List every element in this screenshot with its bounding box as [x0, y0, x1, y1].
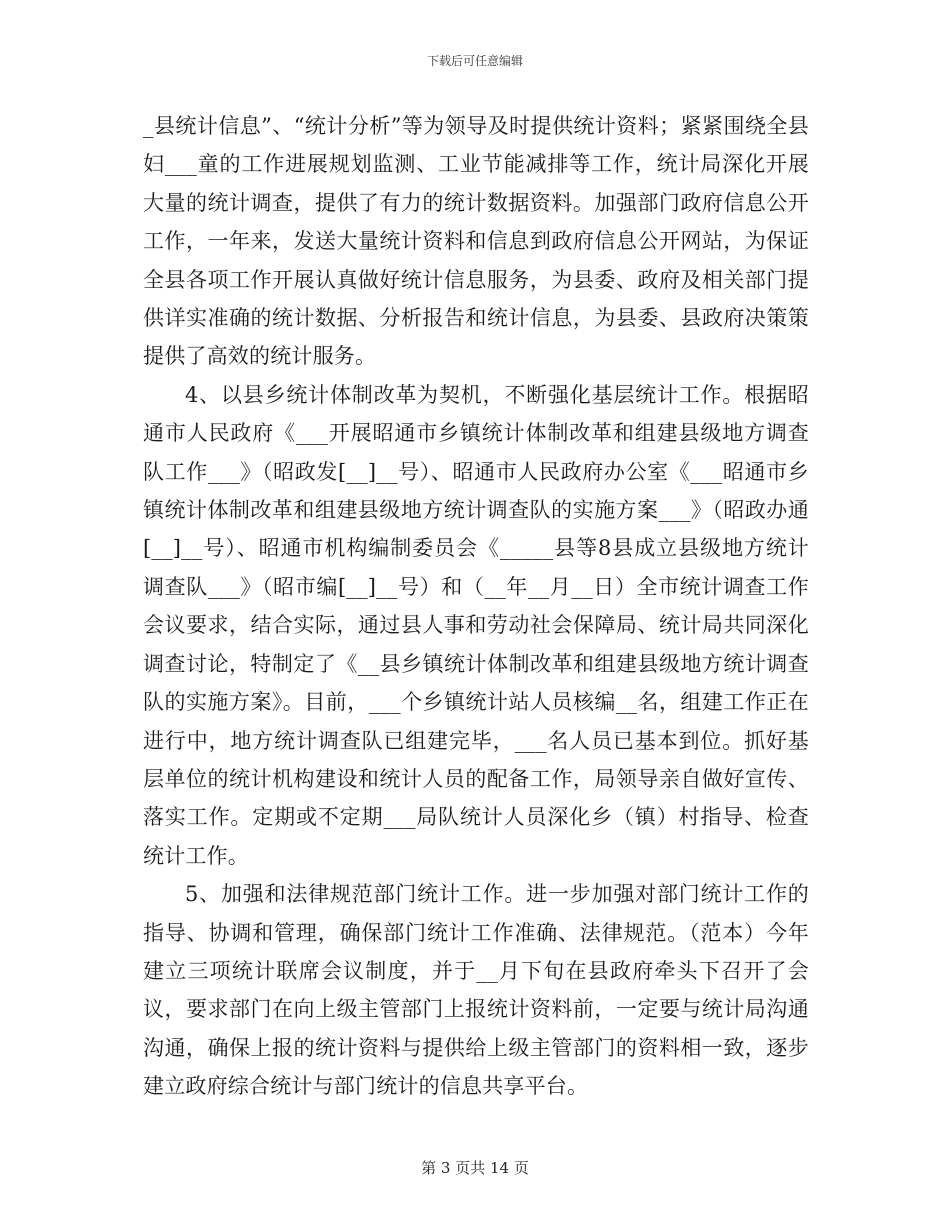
page-header: 下载后可任意编辑 [426, 54, 523, 68]
paragraph-item-4: 4、以县乡统计体制改革为契机，不断强化基层统计工作。根据昭通市人民政府《___开展昭通市乡镇统计体制改革和组建县级地方调查队工作___》（昭政发[__]__号）、昭通市人民政府办公室《___昭通市乡镇统计体制改革和组建县级地方统计调查队的实施方案___》（昭政办通[__]__号）、昭通市机构编制委员会《_____县等8县成立县级地方统计调查队___》（昭市编[__]__号）和（__年__月__日）全市统计调查工作会议要求，结合实际，通过县人事和劳动社会保障局、统计局共同深化调查讨论，特制定了《__县乡镇统计体制改革和组建县级地方统计调查队的实施方案》。目前，___个乡镇统计站人员核编__名，组建工作正在进行中，地方统计调查队已组建完毕，___名人员已基本到位。抓好基层单位的统计机构建设和统计人员的配备工作，局领导亲自做好宣传、落实工作。定期或不定期___局队统计人员深化乡（镇）村指导、检查统计工作。 [143, 382, 809, 868]
paragraph-item-5: 5、加强和法律规范部门统计工作。进一步加强对部门统计工作的指导、协调和管理，确保部门统计工作准确、法律规范。（范本）今年建立三项统计联席会议制度，并于__月下旬在县政府牵头下召开了会议，要求部门在向上级主管部门上报统计资料前，一定要与统计局沟通沟通，确保上报的统计资料与提供给上级主管部门的资料相一致，逐步建立政府综合统计与部门统计的信息共享平台。 [143, 882, 809, 1099]
page-footer-page-number: 第 3 页共 14 页 [421, 1159, 529, 1177]
document-body [143, 107, 809, 1106]
paragraph-continuation: _县统计信息”、“统计分析”等为领导及时提供统计资料；紧紧围绕全县妇___童的工作进展规划监测、工业节能减排等工作，统计局深化开展大量的统计调查，提供了有力的统计数据资料。加强部门政府信息公开工作，一年来，发送大量统计资料和信息到政府信息公开网站，为保证全县各项工作开展认真做好统计信息服务，为县委、政府及相关部门提供详实准确的统计数据、分析报告和统计信息，为县委、县政府决策策提供了高效的统计服务。 [143, 114, 809, 369]
